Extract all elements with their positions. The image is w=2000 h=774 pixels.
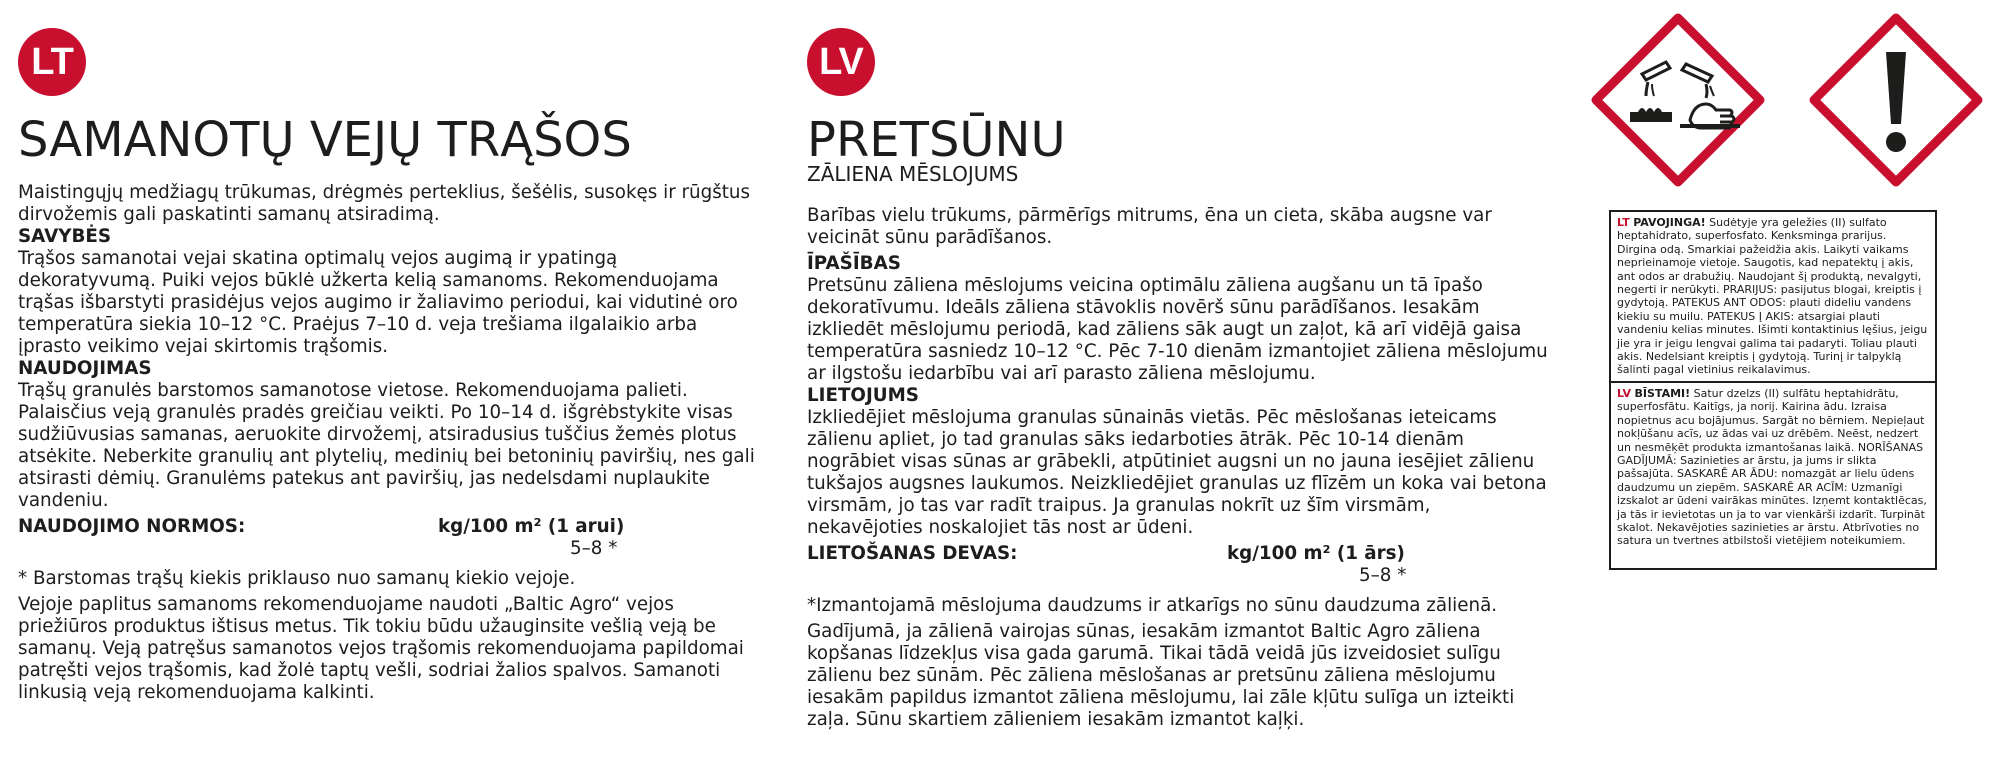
lt-application-rates bbox=[18, 516, 788, 560]
lv-properties-line: izkliedēt mēslojumu periodā, kad zāliens sāk augt un zaļot, kā arī vidējā gaisa bbox=[807, 319, 1522, 340]
lt-product-title: SAMANOTŲ VEJŲ TRĄŠOS bbox=[18, 112, 632, 168]
lv-closing-line: Gadījumā, ja zālienā vairojas sūnas, iesakām izmantot Baltic Agro zāliena bbox=[807, 621, 1481, 642]
lt-properties-line: trąšas išbarstyti prasidėjus vejos augimo ir žaliavimo periodui, kai vidutinė oro bbox=[18, 292, 738, 313]
lt-usage-line: vandeniu. bbox=[18, 490, 109, 511]
lt-properties-heading: SAVYBĖS bbox=[18, 226, 112, 247]
lv-warning-code: LV bbox=[1617, 386, 1632, 400]
lv-properties-line: temperatūra sasniedz 10–12 °C. Pēc 7-10 dienām izmantojiet zāliena mēslojumu bbox=[807, 341, 1548, 362]
lv-language-badge: LV bbox=[807, 28, 875, 96]
lv-body bbox=[807, 205, 1577, 731]
lv-usage-line: zālienu apliet, jo tad granulas sāks iedarboties ātrāk. Pēc 10-14 dienām bbox=[807, 429, 1464, 450]
lv-usage-line: nogrābiet visas sūnas ar grābekli, atpūtiniet augsni un no jauna iesējiet zālienu bbox=[807, 451, 1535, 472]
lt-usage-line: Palaisčius veją granulės pradės greičiau veikti. Po 10–14 d. išgrėbstykite visas bbox=[18, 402, 733, 423]
corrosion-pictogram-icon bbox=[1590, 12, 1766, 188]
lv-warning-text: Satur dzelzs (II) sulfātu heptahidrātu, superfosfātu. Kaitīgs, ja norij. Kairina ādu. Izraisa nopietnus acu bojājumus. Sargāt no bērniem. Nepieļaut nokļūšanu acīs, uz ādas vai uz drēbēm. Neēst, nedzert un nesmēķēt produkta izmantošanas laikā. NORĪŠANAS GADĪJUMĀ: Sazinieties ar ārstu, ja jums ir slikta pašsajūta. SASKARĒ AR ĀDU: nomazgāt ar lielu ūdens daudzumu un ziepēm. SASKARĒ AR ACĪM: Uzmanīgi izskalot ar ūdeni vairākas minūtes. Izņemt kontaktlēcas, ja tās ir ievietotas un ja to var vienkārši izdarīt. Turpināt skalot. Nekavējoties sazinieties ar ārstu. Atbrīvoties no satura un tvertnes atbilstoši vietējiem noteikumiem. bbox=[1617, 386, 1927, 548]
lt-properties-line: temperatūra siekia 10–12 °C. Praėjus 7–10 d. veja trešiama ilgalaikio arba bbox=[18, 314, 698, 335]
lv-rates-unit: kg/100 m² (1 ārs) bbox=[1227, 543, 1405, 564]
lv-rates-value: 5–8 * bbox=[1359, 565, 1407, 586]
lv-closing-line: iesakām papildus izmantot zāliena mēslojumu, lai zāle kļūtu sulīga un izteikti bbox=[807, 687, 1515, 708]
lv-properties-line: Pretsūnu zāliena mēslojums veicina optimālu zāliena augšanu un tā īpašo bbox=[807, 275, 1483, 296]
lt-closing-line: priežiūros produktus ištisus metus. Tik tokiu būdu užauginsite vešlią veją be bbox=[18, 616, 716, 637]
lv-application-rates bbox=[807, 543, 1577, 587]
lt-rates-label: NAUDOJIMO NORMOS: bbox=[18, 516, 246, 537]
lt-warning bbox=[1617, 216, 1929, 377]
lt-properties-line: Trąšos samanotai vejai skatina optimalų vejos augimą ir ypatingą bbox=[18, 248, 618, 269]
lv-usage-line: Izkliedējiet mēslojuma granulas sūnainās vietās. Pēc mēslošanas ieteicams bbox=[807, 407, 1497, 428]
lt-warning-text: Sudėtyje yra geležies (II) sulfato heptahidrato, superfosfato. Kenksminga prarijus. Dirgina odą. Smarkiai pažeidžia akis. Laikyti vaikams neprieinamoje vietoje. Saugotis, kad nepatektų į akis, ant odos ar drabužių. Naudojant šį produktą, nevalgyti, negerti ir nerūkyti. PRARIJUS: pasijutus blogai, kreiptis į gydytoją. PATEKUS ANT ODOS: plauti dideliu vandens kiekiu su muilu. PATEKUS Į AKIS: atsargiai plauti vandeniu kelias minutes. Išimti kontaktinius lęšius, jeigu jie yra ir jeigu lengvai galima tai padaryti. Toliau plauti akis. Nedelsiant kreiptis į gydytoją. Turinį ir talpyklą šalinti pagal vietinius reikalavimus. bbox=[1617, 216, 1928, 377]
lt-rates-unit: kg/100 m² (1 arui) bbox=[438, 516, 625, 537]
lv-intro-line: Barības vielu trūkums, pārmērīgs mitrums, ēna un cieta, skāba augsne var bbox=[807, 205, 1492, 226]
lv-warning bbox=[1611, 381, 1935, 548]
lv-usage-line: tukšajos augsnes laukumos. Neizkliedējiet granulas uz flīzēm un koka vai betona bbox=[807, 473, 1547, 494]
lt-closing-line: samanų. Veją patręšus samanotos vejos trąšomis rekomenduojama papildomai bbox=[18, 638, 744, 659]
lt-body bbox=[18, 182, 788, 704]
lt-rates-value: 5–8 * bbox=[570, 538, 618, 559]
lv-product-subtitle: ZĀLIENA MĒSLOJUMS bbox=[807, 162, 1019, 186]
lv-closing-line: zaļa. Sūnu skartiem zālieniem iesakām izmantot kaļķi. bbox=[807, 709, 1305, 730]
lt-language-badge: LT bbox=[18, 28, 86, 96]
lt-usage-line: atsėkite. Neberkite granulių ant plytelių, medinių bei betoninių paviršių, nes gali bbox=[18, 446, 755, 467]
lv-product-title: PRETSŪNU bbox=[807, 112, 1066, 168]
lv-rates-label: LIETOŠANAS DEVAS: bbox=[807, 543, 1018, 564]
lv-properties-heading: ĪPAŠĪBAS bbox=[807, 253, 901, 274]
lt-properties-line: įprasto veikimo vejai skirtomis trąšomis. bbox=[18, 336, 389, 357]
lv-closing-line: kopšanas līdzekļus visa gada garumā. Tikai tādā veidā jūs izveidosiet sulīgu bbox=[807, 643, 1501, 664]
hazard-warning-box bbox=[1609, 210, 1937, 570]
lt-usage-line: Trąšų granulės barstomos samanotose vietose. Rekomenduojama palieti. bbox=[18, 380, 688, 401]
lv-usage-line: virsmām, jo tas var radīt traipus. Ja granulas nokrīt uz šīm virsmām, bbox=[807, 495, 1431, 516]
lv-usage-line: nekavējoties noskalojiet tās nost ar ūdeni. bbox=[807, 517, 1194, 538]
lt-intro-line: dirvožemis gali paskatinti samanų atsiradimą. bbox=[18, 204, 440, 225]
lt-intro-line: Maistingųjų medžiagų trūkumas, drėgmės perteklius, šešėlis, susokęs ir rūgštus bbox=[18, 182, 751, 203]
lv-properties-line: ar ilgstošu iedarbību vai arī parasto zāliena mēslojumu. bbox=[807, 363, 1316, 384]
lt-properties-line: dekoratyvumą. Puiki vejos būklė užkerta kelią samanoms. Rekomenduojama bbox=[18, 270, 719, 291]
lt-closing-line: Vejoje paplitus samanoms rekomenduojame naudoti „Baltic Agro“ vejos bbox=[18, 594, 674, 615]
lv-properties-line: dekoratīvumu. Ideāls zāliena stāvoklis novērš sūnu parādīšanos. Iesakām bbox=[807, 297, 1480, 318]
lt-warning-code: LT bbox=[1617, 216, 1630, 229]
lt-usage-line: atsirasti dėmių. Granulėms patekus ant paviršių, jas nedelsdami nuplaukite bbox=[18, 468, 710, 489]
lt-footnote: * Barstomas trąšų kiekis priklauso nuo samanų kiekio vejoje. bbox=[18, 568, 576, 589]
lt-warning-signal: PAVOJINGA! bbox=[1633, 216, 1706, 229]
lt-usage-heading: NAUDOJIMAS bbox=[18, 358, 152, 379]
lv-usage-heading: LIETOJUMS bbox=[807, 385, 919, 406]
lv-warning-signal: BĪSTAMI! bbox=[1634, 386, 1691, 400]
lt-closing-line: patręšti vejos trąšomis, kad žolė taptų vešli, sodriai žalios spalvos. Samanoti bbox=[18, 660, 721, 681]
lv-footnote: *Izmantojamā mēslojuma daudzums ir atkarīgs no sūnu daudzuma zālienā. bbox=[807, 595, 1498, 616]
lt-closing-line: linkusią veją rekomenduojama kalkinti. bbox=[18, 682, 375, 703]
lv-intro-line: veicināt sūnu parādīšanos. bbox=[807, 227, 1053, 248]
exclamation-pictogram-icon bbox=[1808, 12, 1984, 188]
lt-usage-line: sudžiūvusias samanas, aeruokite dirvožemį, atsiradusius tuščius žemės plotus bbox=[18, 424, 737, 445]
lv-closing-line: zālienu bez sūnām. Pēc zāliena mēslošanas ar pretsūnu zāliena mēslojumu bbox=[807, 665, 1496, 686]
